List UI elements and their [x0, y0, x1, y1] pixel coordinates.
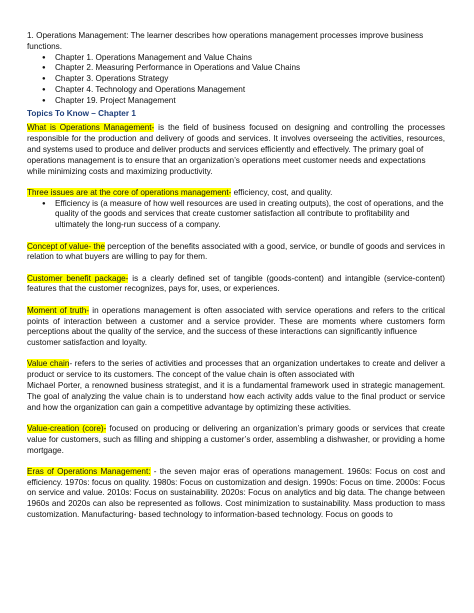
section-moment-of-truth-cont: customer satisfaction and loyalty.	[27, 338, 147, 348]
section-customer-benefit	[27, 274, 445, 296]
section-value-chain	[27, 359, 445, 381]
intro-line: 1. Operations Management: The learner describes how operations management processes improve business functions.	[27, 31, 424, 51]
chapter-item: ● Chapter 4. Technology and Operations Management	[27, 85, 445, 96]
chapter-list	[27, 53, 445, 107]
term-highlight: Value chain	[27, 359, 70, 369]
section-text: focused on producing or delivering an organization’s primary goods or services that create value for customers, such as filling and shipping a customer’s order, assembling a dishwasher, or providing a home mortgage.	[27, 423, 445, 455]
section-moment-of-truth	[27, 306, 445, 338]
term-highlight: Three issues are at the core of operations management-	[27, 187, 232, 197]
section-text: - refers to the series of activities and processes that an organization undertakes to create and deliver a product or service to its customers. The concept of the value chain is often associated with	[27, 359, 446, 380]
list-item: ● Efficiency is (a measure of how well resources are used in creating outputs), the cost of operations, and the quality of the goods and services that create customer satisfaction all contribute to profitability and ultimately the long-run success of a company.	[27, 199, 445, 231]
section-text: in operations management is often associated with service operations and refers to the critical points of interaction between a customer and a service provider. These are moments where customers form perceptions about the quality of the service, and the success of these interactions can significantly influence	[27, 305, 445, 337]
term-highlight: What is Operations Management-	[27, 123, 155, 133]
section-text: - the seven major eras of operations management. 1960s: Focus on cost and efficiency. 1970s: focus on quality. 1980s: Focus on customization and design. 1990s: Focus on time. 2000s: Focus on service and value. 2010s: Focus on sustainability. 2020s: Focus on analytics and big data. The change between 1960s and 2020s can also be represented as follows. Cost minimization to sustainability. Mass production to mass customization. Manufacturing- based technology to information-based technology. Focus on goods to	[27, 466, 445, 519]
section-what-is-om	[27, 123, 445, 155]
section-text: is the field of business focused on designing and controlling the processes responsible for the production and delivery of goods and services. It involves overseeing the activities, resources, and systems used to produce and deliver products and services efficiently and effectively. The primary goal of	[27, 123, 445, 154]
section-text: perception of the benefits associated with a good, service, or bundle of goods and services in relation to what buyers are willing to pay for them.	[27, 241, 445, 262]
section-value-chain-cont: Michael Porter, a renowned business strategist, and it is a fundamental framework used in strategic management. The goal of analyzing the value chain is to understand how each activity adds value to the final product or service and how the organization can gain a competitive advantage by optimizing these activities.	[27, 381, 445, 412]
section-eras	[27, 467, 445, 521]
chapter-item: ● Chapter 1. Operations Management and Value Chains	[27, 53, 445, 64]
document-page	[27, 31, 445, 521]
chapter-item: ● Chapter 2. Measuring Performance in Operations and Value Chains	[27, 63, 445, 74]
term-highlight: Eras of Operations Management:	[27, 466, 151, 476]
section-text: efficiency, cost, and quality.	[231, 187, 333, 197]
section-concept-of-value	[27, 242, 445, 264]
topics-heading: Topics To Know – Chapter 1	[27, 108, 136, 118]
term-highlight: Customer benefit package-	[27, 273, 129, 283]
section-what-is-om-cont: operations management is to ensure that an organization’s operations meet customer needs and expectations while minimizing costs and maximizing productivity.	[27, 155, 426, 176]
term-highlight: Concept of value- the	[27, 241, 105, 251]
term-highlight: Moment of truth-	[27, 305, 90, 315]
chapter-item: ● Chapter 3. Operations Strategy	[27, 74, 445, 85]
section-value-creation	[27, 424, 445, 456]
term-highlight: Value-creation (core)-	[27, 423, 107, 433]
section-three-issues	[27, 188, 445, 199]
section-text: is a clearly defined set of tangible (goods-content) and intangible (service-content) features that the customer recognizes, pays for, uses, or experiences.	[27, 273, 445, 294]
three-issues-list	[27, 199, 445, 231]
chapter-item: ● Chapter 19. Project Management	[27, 96, 445, 107]
